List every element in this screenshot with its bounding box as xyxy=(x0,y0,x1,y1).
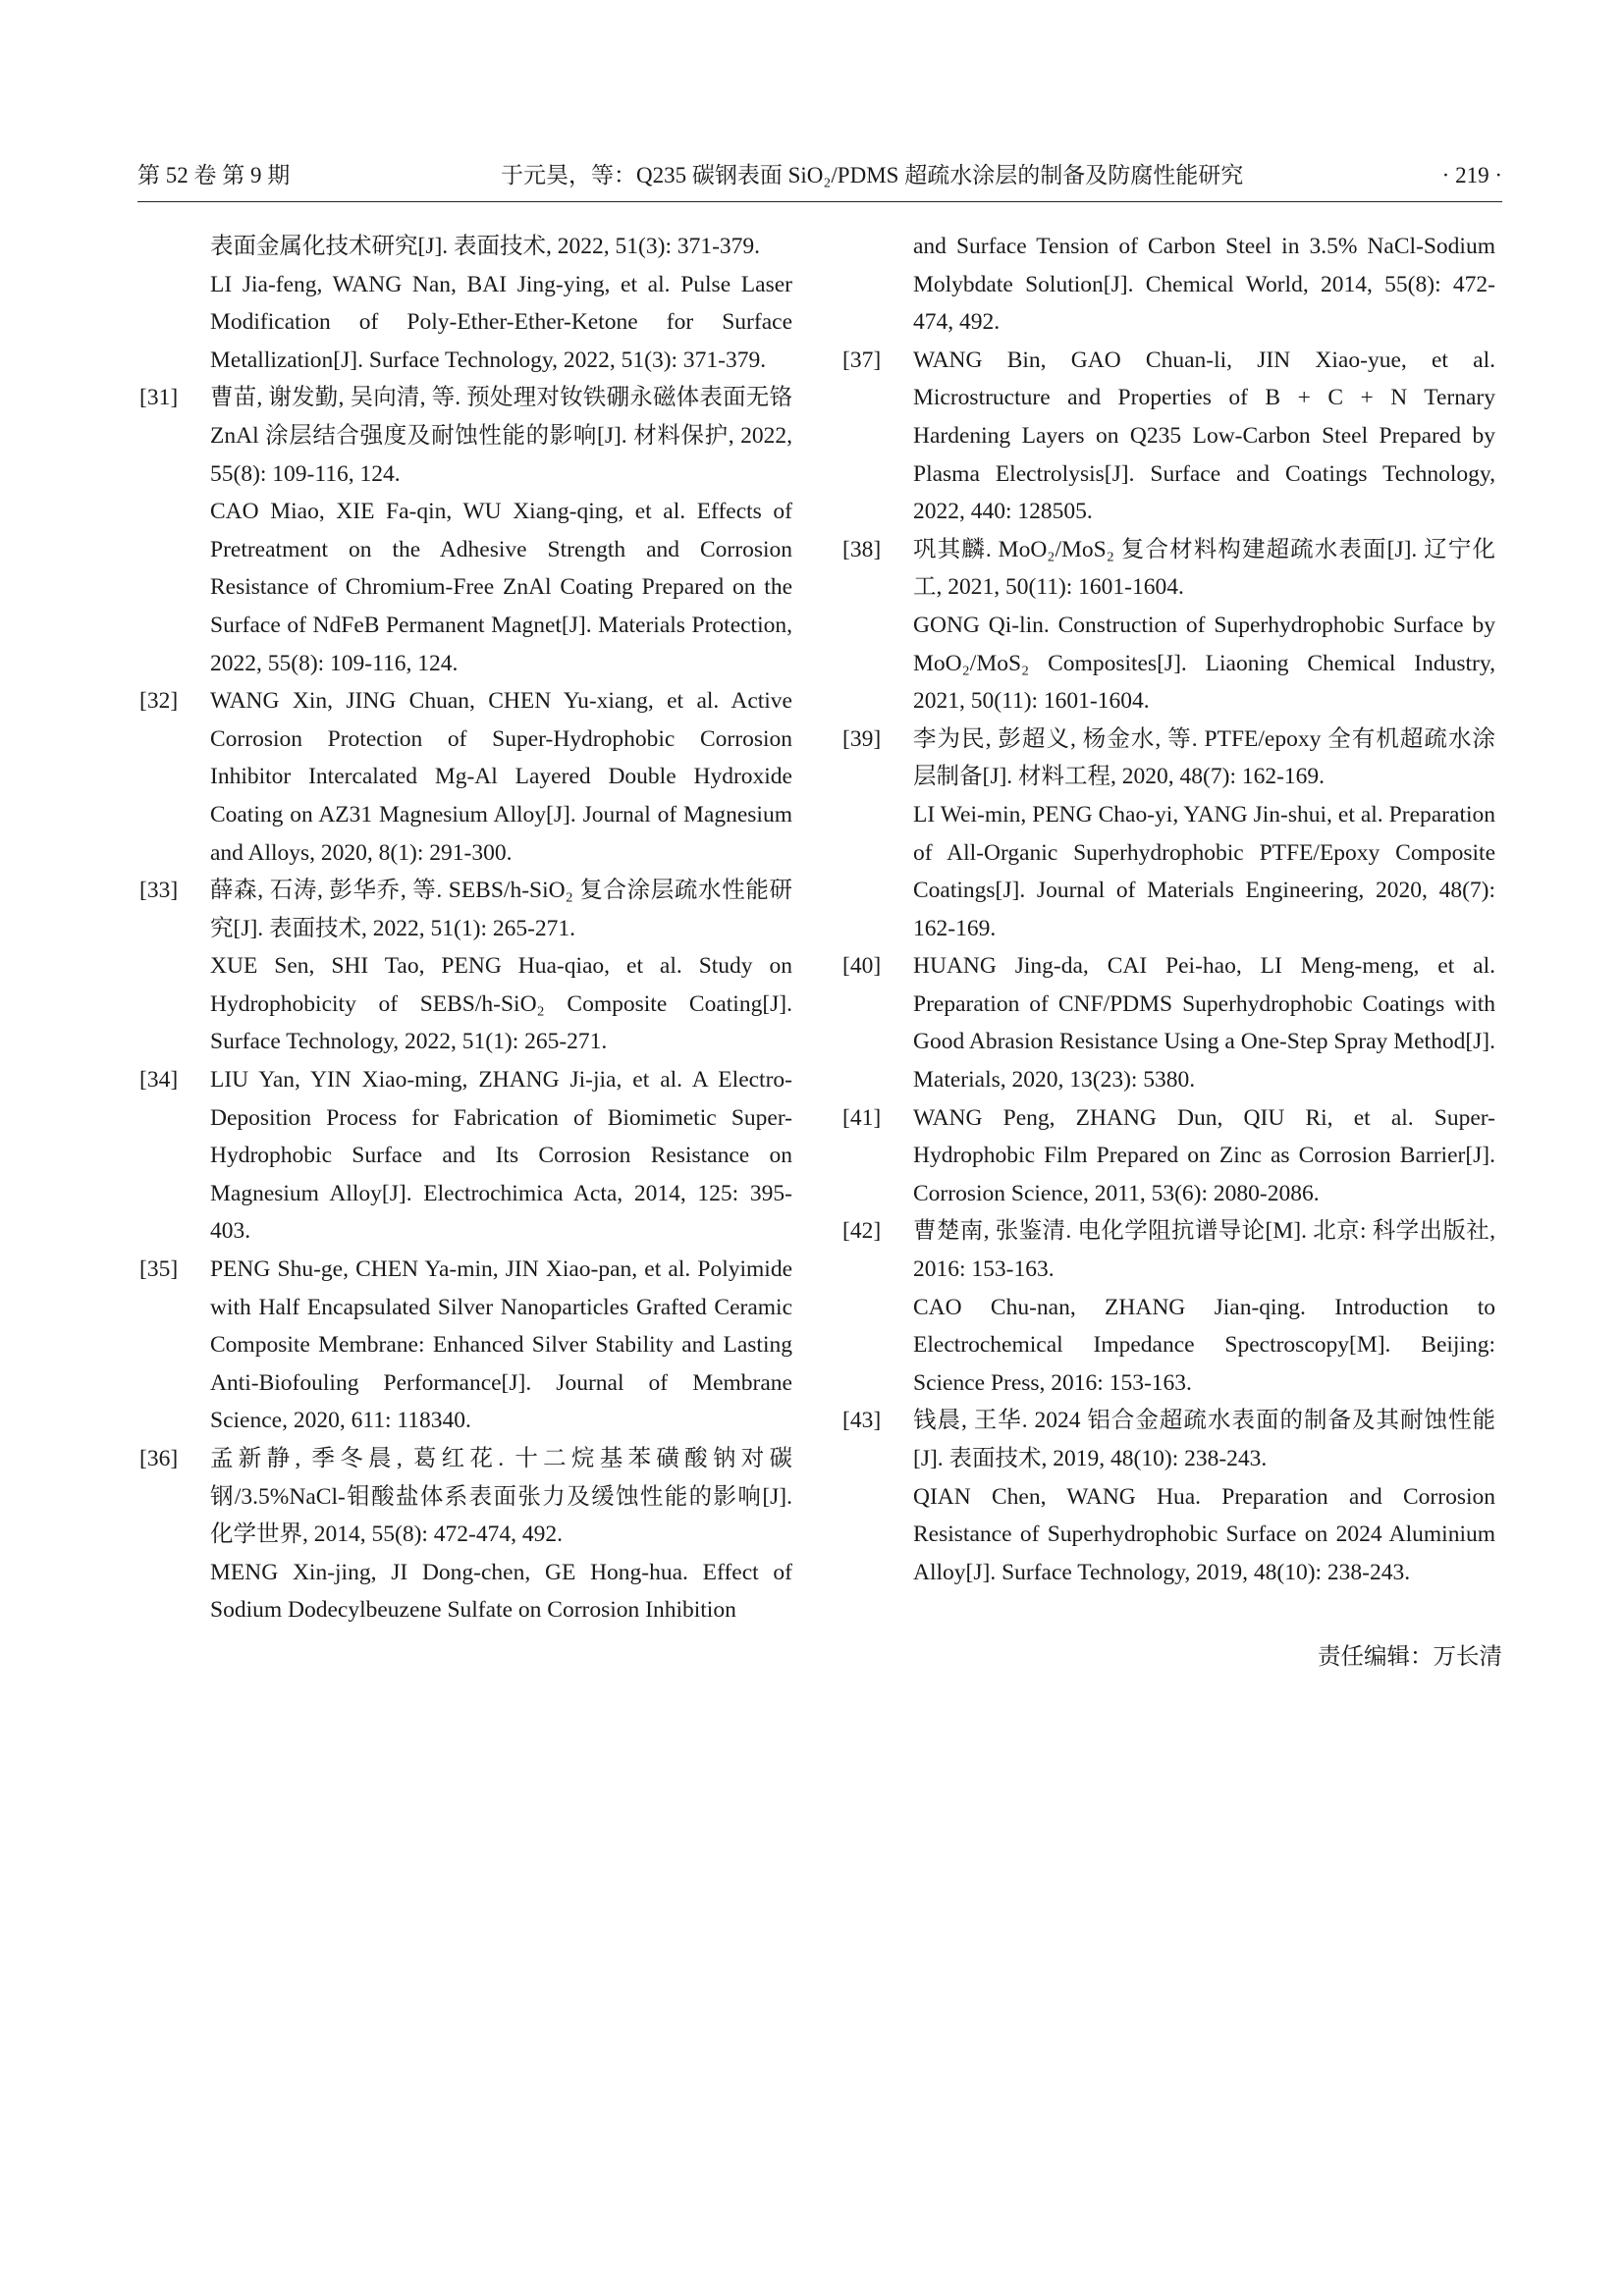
reference-number: [41] xyxy=(842,1104,882,1131)
reference-36-continued xyxy=(842,228,1495,342)
reference-zh: 曹楚南, 张鉴清. 电化学阻抗谱导论[M]. 北京: 科学出版社, 2016: 153-163. xyxy=(913,1218,1495,1283)
reference-zh: 钱晨, 王华. 2024 铝合金超疏水表面的制备及其耐蚀性能[J]. 表面技术, 2019, 48(10): 238-243. xyxy=(913,1408,1495,1471)
running-title: 于元昊，等：Q235 碳钢表面 SiO₂/PDMS 超疏水涂层的制备及防腐性能研究 xyxy=(501,163,1244,187)
reference-en: WANG Bin, GAO Chuan-li, JIN Xiao-yue, et al. Microstructure and Properties of B + C + N Ternary Hardening Layers on Q235 Low-Carbon Steel Prepared by Plasma Electrolysis[J]. Surface and Coatings Technology, 2022, 440: 128505. xyxy=(913,347,1495,525)
reference-en: QIAN Chen, WANG Hua. Preparation and Corrosion Resistance of Superhydrophobic Surface on 2024 Aluminium Alloy[J]. Surface Technology, 2019, 48(10): 238-243. xyxy=(913,1483,1495,1585)
reference-30-continued xyxy=(139,228,792,379)
reference-31 xyxy=(139,379,792,682)
reference-en: WANG Peng, ZHANG Dun, QIU Ri, et al. Super-Hydrophobic Film Prepared on Zinc as Corrosion Barrier[J]. Corrosion Science, 2011, 53(6): 2080-2086. xyxy=(913,1104,1495,1206)
reference-number: [43] xyxy=(842,1408,882,1434)
reference-number: [42] xyxy=(842,1218,882,1245)
reference-38 xyxy=(842,531,1495,721)
reference-number: [36] xyxy=(139,1446,179,1471)
reference-40 xyxy=(842,947,1495,1098)
reference-number: [33] xyxy=(139,878,179,904)
reference-number: [40] xyxy=(842,953,882,980)
right-column xyxy=(842,228,1495,1591)
reference-35 xyxy=(139,1251,792,1440)
reference-zh: 李为民, 彭超义, 杨金水, 等. PTFE/epoxy 全有机超疏水涂层制备[J]. 材料工程, 2020, 48(7): 162-169. xyxy=(913,725,1495,790)
reference-zh: 曹苗, 谢发勤, 吴向清, 等. 预处理对钕铁硼永磁体表面无铬 ZnAl 涂层结合强度及耐蚀性能的影响[J]. 材料保护, 2022, 55(8): 109-116, 124. xyxy=(210,385,792,487)
reference-number: [31] xyxy=(139,385,179,411)
reference-en: CAO Chu-nan, ZHANG Jian-qing. Introduction to Electrochemical Impedance Spectroscopy[M]. Beijing: Science Press, 2016: 153-163. xyxy=(913,1294,1495,1396)
reference-en: and Surface Tension of Carbon Steel in 3.5% NaCl-Sodium Molybdate Solution[J]. Chemical World, 2014, 55(8): 472-474, 492. xyxy=(913,234,1495,336)
reference-en: GONG Qi-lin. Construction of Superhydrophobic Surface by MoO₂/MoS₂ Composites[J]. Liaoning Chemical Industry, 2021, 50(11): 1601-1604. xyxy=(913,612,1495,715)
reference-zh: 薛森, 石涛, 彭华乔, 等. SEBS/h-SiO₂ 复合涂层疏水性能研究[J]. 表面技术, 2022, 51(1): 265-271. xyxy=(210,878,792,941)
reference-zh: 巩其麟. MoO₂/MoS₂ 复合材料构建超疏水表面[J]. 辽宁化工, 2021, 50(11): 1601-1604. xyxy=(913,536,1495,601)
running-header xyxy=(137,159,1502,192)
page-number: · 219 · xyxy=(1441,163,1502,187)
reference-34 xyxy=(139,1061,792,1251)
reference-en: CAO Miao, XIE Fa-qin, WU Xiang-qing, et al. Effects of Pretreatment on the Adhesive Strength and Corrosion Resistance of Chromium-Free ZnAl Coating Prepared on the Surface of NdFeB Permanent Magnet[J]. Materials Protection, 2022, 55(8): 109-116, 124. xyxy=(210,499,792,676)
reference-36 xyxy=(139,1440,792,1629)
reference-number: [39] xyxy=(842,725,882,752)
reference-32 xyxy=(139,682,792,872)
reference-zh: 孟新静, 季冬晨, 葛红花. 十二烷基苯磺酸钠对碳钢/3.5%NaCl-钼酸盐体系表面张力及缓蚀性能的影响[J]. 化学世界, 2014, 55(8): 472-474, 492. xyxy=(210,1446,792,1548)
reference-en: LI Wei-min, PENG Chao-yi, YANG Jin-shui, et al. Preparation of All-Organic Superhydrophobic PTFE/Epoxy Composite Coatings[J]. Journal of Materials Engineering, 2020, 48(7): 162-169. xyxy=(913,801,1495,941)
reference-en: MENG Xin-jing, JI Dong-chen, GE Hong-hua. Effect of Sodium Dodecylbeuzene Sulfate on Corrosion Inhibition xyxy=(210,1559,792,1624)
reference-33 xyxy=(139,872,792,1061)
reference-en: XUE Sen, SHI Tao, PENG Hua-qiao, et al. Study on Hydrophobicity of SEBS/h-SiO₂ Composite Coating[J]. Surface Technology, 2022, 51(1): 265-271. xyxy=(210,953,792,1055)
reference-number: [37] xyxy=(842,347,882,373)
reference-en: LI Jia-feng, WANG Nan, BAI Jing-ying, et al. Pulse Laser Modification of Poly-Ether-Ether-Ketone for Surface Metallization[J]. Surface Technology, 2022, 51(3): 371-379. xyxy=(210,271,792,373)
reference-number: [35] xyxy=(139,1256,179,1283)
reference-39 xyxy=(842,721,1495,948)
reference-41 xyxy=(842,1099,1495,1213)
reference-number: [34] xyxy=(139,1067,179,1094)
responsible-editor: 责任编辑：万长清 xyxy=(1318,1644,1502,1670)
reference-en: LIU Yan, YIN Xiao-ming, ZHANG Ji-jia, et al. A Electro-Deposition Process for Fabrication of Biomimetic Super-Hydrophobic Surface and Its Corrosion Resistance on Magnesium Alloy[J]. Electrochimica Acta, 2014, 125: 395-403. xyxy=(210,1067,792,1245)
reference-number: [38] xyxy=(842,536,882,562)
reference-number: [32] xyxy=(139,688,179,715)
volume-issue: 第 52 卷 第 9 期 xyxy=(137,163,291,187)
reference-43 xyxy=(842,1402,1495,1591)
reference-en: PENG Shu-ge, CHEN Ya-min, JIN Xiao-pan, et al. Polyimide with Half Encapsulated Silver Nanoparticles Grafted Ceramic Composite Membrane: Enhanced Silver Stability and Lasting Anti-Biofouling Performance[J]. Journal of Membrane Science, 2020, 611: 118340. xyxy=(210,1256,792,1434)
reference-en: WANG Xin, JING Chuan, CHEN Yu-xiang, et al. Active Corrosion Protection of Super-Hydrophobic Corrosion Inhibitor Intercalated Mg-Al Layered Double Hydroxide Coating on AZ31 Magnesium Alloy[J]. Journal of Magnesium and Alloys, 2020, 8(1): 291-300. xyxy=(210,688,792,866)
reference-37 xyxy=(842,342,1495,531)
header-rule xyxy=(137,201,1502,202)
reference-42 xyxy=(842,1212,1495,1402)
reference-zh: 表面金属化技术研究[J]. 表面技术, 2022, 51(3): 371-379. xyxy=(210,234,761,259)
left-column xyxy=(139,228,792,1629)
reference-en: HUANG Jing-da, CAI Pei-hao, LI Meng-meng, et al. Preparation of CNF/PDMS Superhydrophobic Coatings with Good Abrasion Resistance Using a One-Step Spray Method[J]. Materials, 2020, 13(23): 5380. xyxy=(913,953,1495,1094)
